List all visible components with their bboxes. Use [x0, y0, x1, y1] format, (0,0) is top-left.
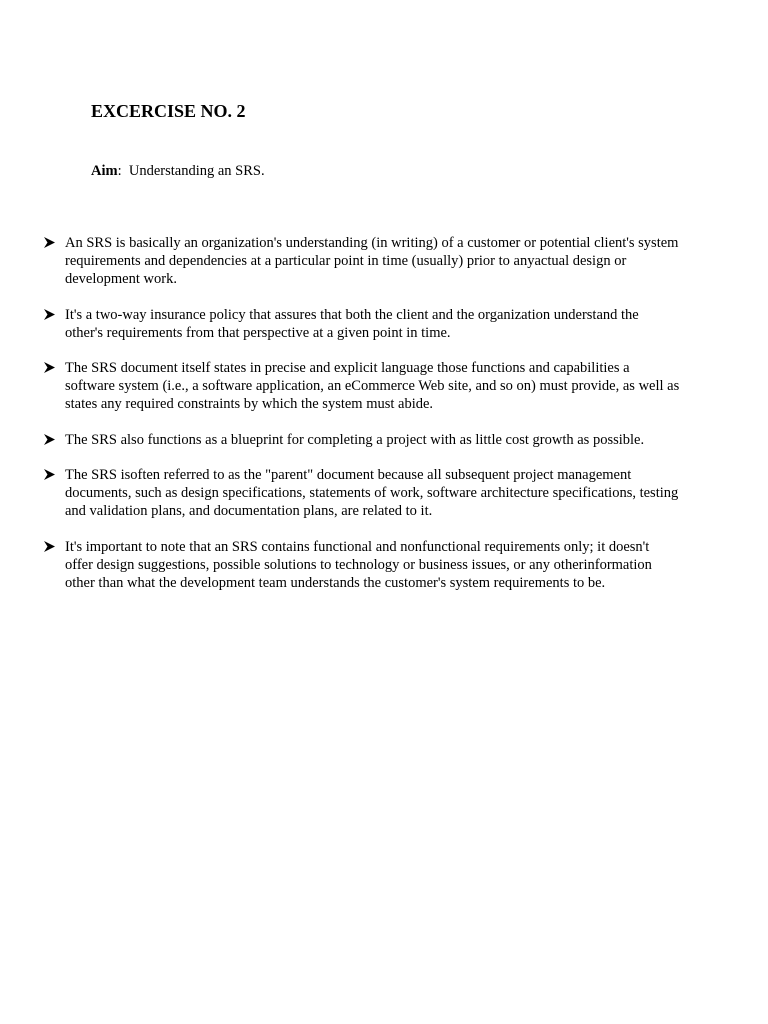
arrowhead-bullet-icon	[44, 309, 55, 320]
aim-text: Understanding an SRS.	[128, 163, 265, 179]
list-item	[0, 306, 768, 342]
list-item	[0, 234, 768, 288]
bullet-text: The SRS isoften referred to as the "parent" document because all subsequent project management documents, such as design specifications, statements of work, software architecture specifications, testing and validation plans, and documentation plans, are related to it.	[65, 467, 679, 519]
aim-separator: :	[117, 163, 122, 179]
bullet-text: It's important to note that an SRS contains functional and nonfunctional requirements only; it doesn't offer design suggestions, possible solutions to technology or business issues, or any otherinformation other than what the development team understands the customer's system requirements to be.	[65, 538, 652, 591]
bullet-text: The SRS also functions as a blueprint for completing a project with as little cost growth as possible.	[65, 431, 645, 448]
list-item	[0, 359, 768, 413]
bullet-text: The SRS document itself states in precise and explicit language those functions and capabilities a software system (i.e., a software application, an eCommerce Web site, and so on) must provide, as well as states any required constraints by which the system must abide.	[65, 360, 680, 412]
arrowhead-bullet-icon	[44, 237, 55, 248]
arrowhead-bullet-icon	[44, 434, 55, 445]
arrowhead-bullet-icon	[44, 541, 55, 552]
arrowhead-bullet-icon	[44, 469, 55, 480]
aim-label: Aim	[91, 163, 118, 179]
list-item	[0, 466, 768, 520]
arrowhead-bullet-icon	[44, 362, 55, 373]
list-item	[0, 431, 768, 449]
bullet-text: An SRS is basically an organization's understanding (in writing) of a customer or potential client's system requirements and dependencies at a particular point in time (usually) prior to anyactual design or development work.	[65, 235, 679, 287]
list-item	[0, 538, 768, 592]
bullet-text: It's a two-way insurance policy that assures that both the client and the organization understand the other's requirements from that perspective at a given point in time.	[65, 306, 639, 341]
aim-line	[91, 163, 265, 180]
page-title: EXCERCISE NO. 2	[91, 101, 246, 121]
bullet-list	[0, 234, 768, 609]
